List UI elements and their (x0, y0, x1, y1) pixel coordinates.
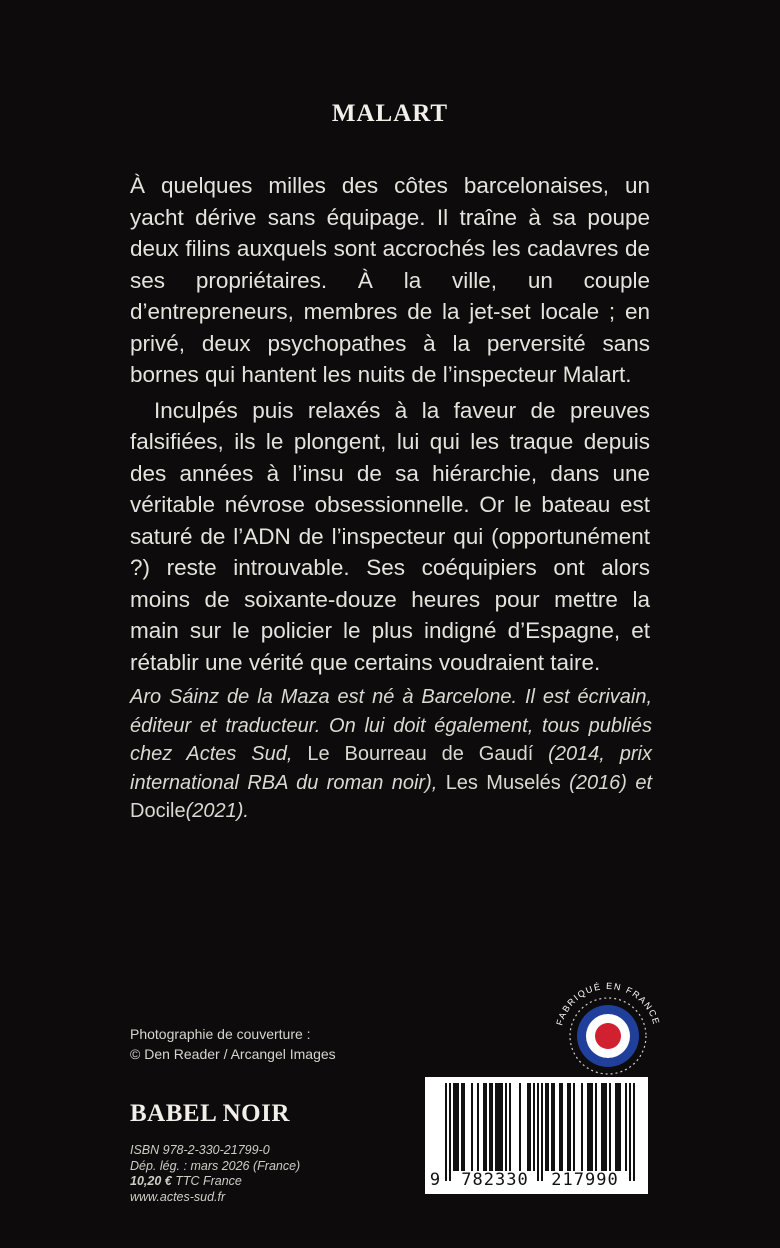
bio-book-3: Docile (130, 800, 186, 822)
barcode-bar (591, 1083, 593, 1171)
barcode-bar (499, 1083, 501, 1171)
collection-name: BABEL NOIR (130, 1100, 290, 1127)
barcode-bar (485, 1083, 487, 1171)
barcode-bar (533, 1083, 535, 1171)
barcode-bar (595, 1083, 597, 1171)
barcode-bar (573, 1083, 575, 1171)
barcode-bar (615, 1083, 617, 1171)
barcode-bar (491, 1083, 493, 1171)
bio-book-2: Les Muselés (445, 771, 561, 794)
barcode-bar (529, 1083, 531, 1171)
barcode-bar (617, 1083, 619, 1171)
price-suffix: TTC France (175, 1174, 242, 1188)
barcode-bar (453, 1083, 455, 1171)
barcode-bar (537, 1083, 539, 1181)
barcode-bar (449, 1083, 451, 1181)
barcode-first-digit: 9 (429, 1170, 441, 1190)
book-title: MALART (331, 100, 449, 127)
barcode-group-2: 217990 (551, 1170, 619, 1190)
legal-deposit: Dép. lég. : mars 2026 (France) (130, 1158, 301, 1173)
barcode-bar (455, 1083, 457, 1171)
barcode-bar (483, 1083, 485, 1171)
barcode-bar (551, 1083, 553, 1171)
barcode-bar (605, 1083, 607, 1171)
bio-text-3: (2016) et (569, 771, 653, 794)
publication-info (130, 1143, 300, 1205)
synopsis-paragraph-1: À quelques milles des côtes barcelonaises, un yacht dérive sans équipage. Il traîne à sa poupe deux filins auxquels sont accrochés les cadavres de ses propriétaires. À la ville, un couple d’entrepreneurs, membres de la jet-set locale ; en privé, deux psychopathes à la perversité sans bornes qui hantent les nuits de l’inspecteur Malart. (130, 173, 650, 387)
price-line (130, 1174, 300, 1190)
barcode-bar (609, 1083, 611, 1171)
barcode-graphic (425, 1077, 648, 1194)
barcode-bars (445, 1083, 635, 1181)
barcode-bar (471, 1083, 473, 1171)
author-bio (130, 683, 652, 826)
barcode-bar (625, 1083, 627, 1171)
barcode-bar (603, 1083, 605, 1171)
bio-book-1: Le Bourreau de Gaudí (307, 743, 534, 765)
barcode-bar (501, 1083, 503, 1171)
synopsis (130, 170, 650, 678)
barcode-bar (541, 1083, 543, 1181)
website: www.actes-sud.fr (130, 1189, 226, 1204)
barcode-bar (545, 1083, 547, 1171)
barcode-group-1: 782330 (461, 1170, 529, 1190)
isbn: ISBN 978-2-330-21799-0 (130, 1143, 270, 1157)
photo-credits (130, 1024, 336, 1064)
barcode-bar (559, 1083, 561, 1171)
barcode-bar (461, 1083, 463, 1171)
barcode-bar (509, 1083, 511, 1171)
barcode-bar (567, 1083, 569, 1171)
barcode-bar (495, 1083, 497, 1171)
bio-text-4: (2021). (185, 800, 249, 822)
price: 10,20 € (130, 1174, 172, 1188)
badge-text: FABRIQUÉ EN FRANCE (554, 980, 662, 1027)
barcode-bar (561, 1083, 563, 1171)
barcode-bar (569, 1083, 571, 1171)
barcode-bar (519, 1083, 521, 1171)
barcode-bar (527, 1083, 529, 1171)
barcode-bar (445, 1083, 447, 1181)
credits-line-1: Photographie de couverture : (130, 1026, 311, 1042)
barcode-bar (463, 1083, 465, 1171)
barcode-bar (497, 1083, 499, 1171)
fabrique-en-france-badge (548, 980, 668, 1080)
barcode-bar (553, 1083, 555, 1171)
french-roundel-icon (548, 980, 668, 1080)
barcode-bar (589, 1083, 591, 1171)
barcode-bar (587, 1083, 589, 1171)
barcode-bar (629, 1083, 631, 1181)
bio-text-1: Aro Sáinz de la Maza est né à Barcelone. Il est écrivain, éditeur et traducteur. On lui doit également, tous publiés chez Actes Sud, (130, 686, 652, 765)
barcode-bar (601, 1083, 603, 1171)
synopsis-paragraph-2: Inculpés puis relaxés à la faveur de preuves falsifiées, ils le plongent, lui qui les traque depuis des années à l’insu de sa hiérarchie, dans une véritable névrose obsessionnelle. Or le bateau est saturé de l’ADN de l’inspecteur qui (opportunément ?) reste introuvable. Ses coéquipiers ont alors moins de soixante-douze heures pour mettre la main sur le policier le plus indigné d’Espagne, et rétablir une vérité que certains voudraient taire. (130, 397, 650, 675)
barcode-bar (477, 1083, 479, 1171)
barcode-bar (505, 1083, 507, 1171)
barcode-bar (489, 1083, 491, 1171)
barcode-bar (547, 1083, 549, 1171)
barcode-bar (581, 1083, 583, 1171)
barcode (425, 1077, 648, 1194)
bio-text-2: (2014, prix international RBA du roman noir), (130, 743, 652, 794)
credits-line-2: © Den Reader / Arcangel Images (130, 1046, 336, 1062)
barcode-bar (619, 1083, 621, 1171)
barcode-bar (457, 1083, 459, 1171)
barcode-bar (633, 1083, 635, 1181)
